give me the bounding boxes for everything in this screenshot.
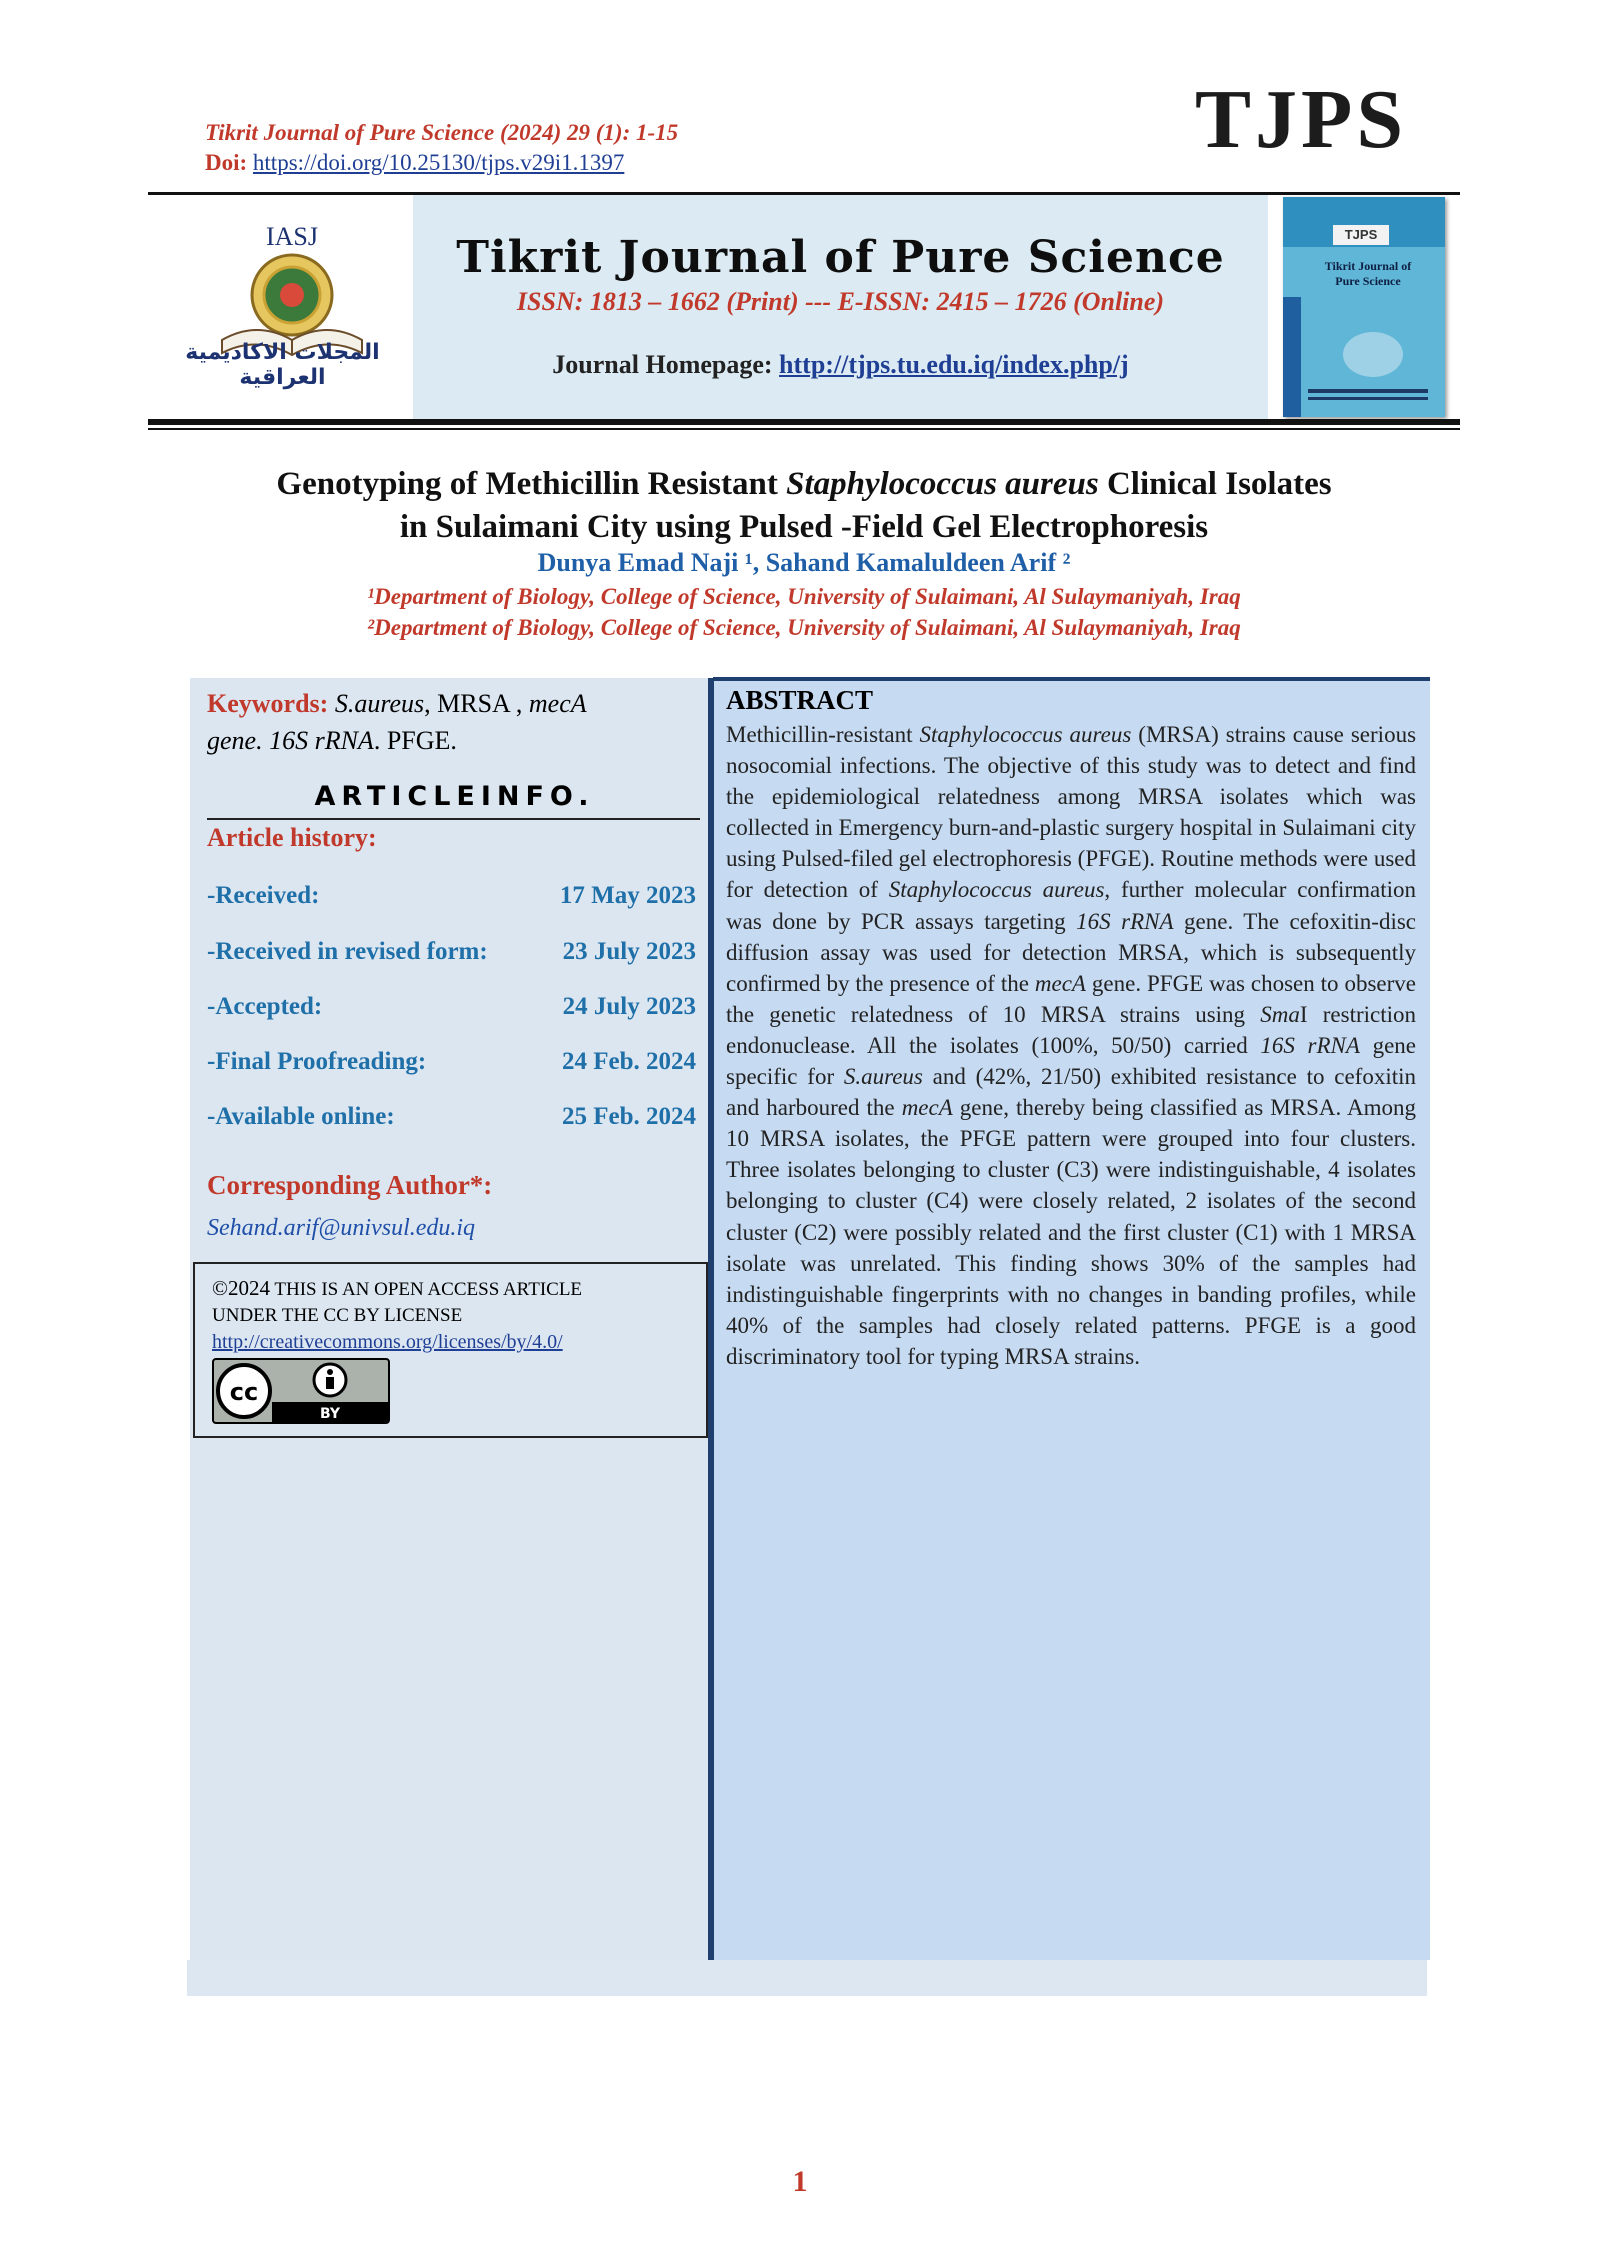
keyword-saureus: S.aureus [334, 689, 425, 718]
abstract-text: (MRSA) strains cause serious nosocomial infections. The objective of this study was to detect and find the epidemiological relatedness among MRSA isolates which was collected in Emergency burn-and-plastic surgery hospital in Sulaimani city using Pulsed-filed gel electrophoresis (PFGE). Routine methods were used for detection of [726, 722, 1417, 903]
license-line-1: THIS IS AN OPEN ACCESS ARTICLE [269, 1279, 583, 1300]
history-date-online: 25 Feb. 2024 [561, 1103, 696, 1130]
homepage-link[interactable]: http://tjps.tu.edu.iq/index.php/j [779, 350, 1129, 379]
keyword-mrsa: MRSA , [437, 689, 523, 718]
abstract-italic-term: 16S rRNA [1076, 908, 1174, 934]
affiliation-1: ¹Department of Biology, College of Science, University of Sulaimani, Al Sulaymaniyah, Iraq [367, 584, 1241, 609]
keyword-pfge: . PFGE. [373, 726, 457, 755]
affiliation-2: ²Department of Biology, College of Science, University of Sulaimani, Al Sulaymaniyah, Iraq [367, 615, 1241, 640]
homepage-label: Journal Homepage: [552, 350, 773, 379]
history-label-revised: -Received in revised form: [207, 938, 488, 965]
doi-link[interactable]: https://doi.org/10.25130/tjps.v29i1.1397 [252, 150, 625, 175]
column-divider [708, 678, 714, 1960]
abstract-italic-term: mecA [901, 1095, 953, 1121]
abstract-body [726, 719, 1416, 1372]
history-date-revised: 23 July 2023 [562, 938, 696, 965]
license-copyright: ©2024 [212, 1276, 270, 1300]
title-part-1: Genotyping of Methicillin Resistant [276, 466, 787, 502]
journal-issn: ISSN: 1813 – 1662 (Print) --- E-ISSN: 2415 – 1726 (Online) [516, 287, 1165, 316]
article-info-rule [207, 818, 700, 820]
abstract-text: gene. PFGE was chosen to observe the genetic relatedness of 10 MRSA strains using [726, 970, 1416, 1027]
history-label-online: -Available online: [207, 1103, 395, 1130]
author-list: Dunya Emad Naji ¹, Sahand Kamaluldeen Arif ² [537, 548, 1071, 577]
keyword-meca: mecA [528, 689, 587, 718]
svg-text:cc: cc [229, 1378, 259, 1406]
iasj-arabic-name: المجلات الاكاديمية العراقية [185, 340, 380, 390]
history-label-proofreading: -Final Proofreading: [207, 1048, 427, 1075]
iasj-label: IASJ [265, 222, 319, 251]
article-info-heading: ARTICLEINFO. [314, 781, 595, 812]
tjps-logo: TJPS [1195, 73, 1408, 166]
header-rule-thin [148, 428, 1460, 430]
abstract-text: gene. The cefoxitin-disc diffusion assay was used for detection MRSA, which is subsequently confirmed by the presence of the [726, 908, 1417, 996]
history-date-received: 17 May 2023 [559, 882, 696, 909]
license-line-2: UNDER THE CC BY LICENSE [212, 1305, 463, 1326]
abstract-italic-term: mecA [1034, 970, 1086, 996]
running-doi [205, 150, 624, 176]
license-text [212, 1275, 692, 1356]
journal-cover-image [1283, 197, 1445, 417]
title-part-2: Clinical Isolates [1098, 466, 1332, 502]
cover-title: Tikrit Journal of Pure Science [1324, 259, 1412, 288]
abstract-italic-term: S.aureus [843, 1064, 923, 1090]
corresponding-author-heading: Corresponding Author*: [207, 1170, 493, 1200]
abstract-text: Methicillin-resistant [726, 722, 920, 747]
keywords-label: Keywords: [207, 689, 329, 718]
cc-by-badge-icon [212, 1358, 390, 1424]
history-date-accepted: 24 July 2023 [562, 993, 696, 1020]
paper-title [148, 463, 1460, 549]
doi-label: Doi: [205, 150, 248, 175]
journal-homepage [413, 350, 1268, 380]
abstract-heading: ABSTRACT [726, 685, 874, 715]
journal-title: Tikrit Journal of Pure Science [456, 232, 1225, 283]
abstract-text: gene, thereby being classified as MRSA. Among 10 MRSA isolates, the PFGE pattern were grouped into four clusters. Three isolates belonging to cluster (C3) were indistinguishable, 4 isolates belonging to cluster (C4) were closely related, 2 isolates of the second cluster (C2) were possibly related and the first cluster (C1) with 1 MRSA isolate was unrelated. This finding shows 30% of the samples had indistinguishable fingerprints with no changes in banding profiles, while 40% of the samples had closely related patterns. PFGE is a good discriminatory tool for typing MRSA strains. [726, 1095, 1417, 1369]
abstract-italic-term: Staphylococcus aureus [888, 877, 1105, 903]
abstract-top-rule [713, 677, 1430, 681]
abstract-italic-term: Staphylococcus aureus [919, 722, 1132, 747]
license-link[interactable]: http://creativecommons.org/licenses/by/4.0/ [212, 1331, 563, 1353]
history-date-proofreading: 24 Feb. 2024 [561, 1048, 696, 1075]
keyword-16s: gene. 16S rRNA [207, 726, 374, 755]
keywords: Keywords: S.aureus, MRSA , mecA gene. 16S rRNA. PFGE. [207, 689, 587, 755]
history-label-received: -Received: [207, 882, 320, 909]
column-footer-band [187, 1960, 1427, 1996]
history-label-accepted: -Accepted: [207, 993, 323, 1020]
header-rule-thick [148, 419, 1460, 425]
running-journal-citation: Tikrit Journal of Pure Science (2024) 29 (1): 1-15 [205, 120, 679, 145]
abstract-text: gene specific for [726, 1032, 1416, 1090]
corresponding-author-email[interactable]: Sehand.arif@univsul.edu.iq [207, 1215, 476, 1241]
title-line-2: in Sulaimani City using Pulsed -Field Gel Electrophoresis [399, 509, 1209, 545]
page-number: 1 [792, 2165, 808, 2198]
abstract-text: , further molecular confirmation was done by PCR assays targeting [726, 877, 1416, 934]
abstract-text: and (42%, 21/50) exhibited resistance to cefoxitin and harboured the [726, 1064, 1416, 1121]
cover-label: TJPS [1333, 225, 1389, 245]
abstract-text: I restriction endonuclease. All the isolates (100%, 50/50) carried [726, 1001, 1416, 1058]
abstract-italic-term: Sma [1260, 1001, 1300, 1027]
cc-by-label: BY [319, 1406, 341, 1422]
article-history-heading: Article history: [207, 823, 377, 852]
abstract-italic-term: 16S rRNA [1260, 1032, 1360, 1058]
title-species: Staphylococcus aureus [786, 466, 1099, 502]
